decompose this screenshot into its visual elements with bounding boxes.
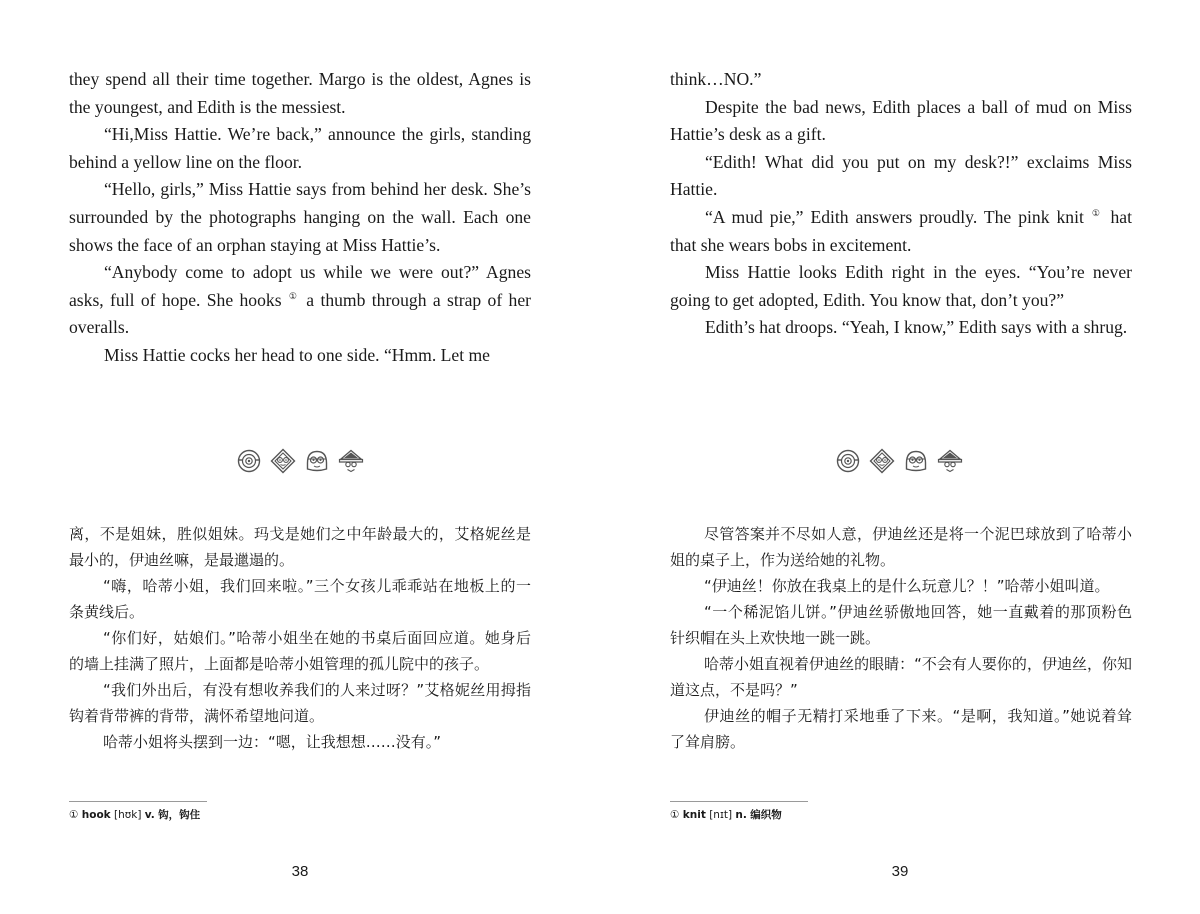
footnote-divider — [69, 801, 207, 802]
paragraph: “嗨，哈蒂小姐，我们回来啦。”三个女孩儿乖乖站在地板上的一条黄线后。 — [69, 577, 531, 621]
right-page — [600, 0, 1200, 914]
paragraph: “我们外出后，有没有想收养我们的人来过呀？”艾格妮丝用拇指钩着背带裤的背带，满怀希望地问道。 — [69, 681, 531, 725]
paragraph: 哈蒂小姐直视着伊迪丝的眼睛：“不会有人要你的，伊迪丝，你知道这点，不是吗？” — [670, 655, 1132, 699]
footnote-marker[interactable]: ① — [288, 290, 299, 301]
paragraph: 尽管答案并不尽如人意，伊迪丝还是将一个泥巴球放到了哈蒂小姐的桌子上，作为送给她的礼物。 — [670, 525, 1132, 569]
paragraph: Miss Hattie looks Edith right in the eyes. “You’re never going to get adopted, Edith. You know that, don’t you?” — [670, 262, 1132, 310]
footnote-marker[interactable]: ① — [1091, 207, 1103, 218]
paragraph — [69, 259, 531, 342]
paragraph: 哈蒂小姐将头摆到一边：“嗯，让我想想……没有。” — [103, 733, 442, 751]
minion-two-eyes-icon — [904, 449, 928, 473]
chinese-text-block — [670, 521, 1132, 755]
footnote-marker: ① — [670, 809, 680, 821]
minion-goggles-diamond-icon — [270, 448, 296, 474]
minion-one-eye-icon — [237, 449, 261, 473]
minion-hat-icon — [338, 449, 364, 473]
paragraph: “Hello, girls,” Miss Hattie says from behind her desk. She’s surrounded by the photographs hanging on the wall. Each one shows the face of an orphan staying at Miss Hattie’s. — [69, 179, 531, 255]
paragraph-text: “A mud pie,” Edith answers proudly. The pink knit — [705, 206, 1084, 227]
paragraph-text: hat that she wears bobs in excitement. — [670, 206, 1132, 255]
paragraph: Miss Hattie cocks her head to one side. “Hmm. Let me — [104, 344, 490, 365]
footnote — [670, 808, 782, 822]
page-number: 38 — [291, 863, 309, 880]
paragraph: 离，不是姐妹，胜似姐妹。玛戈是她们之中年龄最大的，艾格妮丝是最小的，伊迪丝嘛，是最邋遢的。 — [69, 525, 531, 569]
paragraph-text: “Anybody come to adopt us while we were out?” Agnes asks, full of hope. She hooks — [69, 262, 531, 310]
footnote-phonetic: [hʊk] — [114, 809, 142, 821]
english-text-block — [69, 66, 531, 370]
footnote-definition: 编织物 — [750, 809, 782, 821]
page-number: 39 — [891, 863, 909, 880]
footnote-definition: 钩，钩住 — [158, 809, 201, 821]
paragraph: Edith’s hat droops. “Yeah, I know,” Edith says with a shrug. — [705, 317, 1128, 338]
minion-divider — [836, 448, 963, 474]
minion-one-eye-icon — [836, 449, 860, 473]
footnote-word: hook — [81, 809, 111, 821]
minion-hat-icon — [937, 449, 963, 473]
footnote — [69, 808, 200, 822]
english-text-block — [670, 66, 1132, 342]
paragraph: “Hi,Miss Hattie. We’re back,” announce the girls, standing behind a yellow line on the floor. — [69, 124, 531, 172]
paragraph: think…NO.” — [670, 69, 762, 89]
paragraph: “你们好，姑娘们。”哈蒂小姐坐在她的书桌后面回应道。她身后的墙上挂满了照片，上面都是哈蒂小姐管理的孤儿院中的孩子。 — [69, 629, 531, 673]
paragraph: “一个稀泥馅儿饼。”伊迪丝骄傲地回答，她一直戴着的那顶粉色针织帽在头上欢快地一跳一跳。 — [670, 603, 1132, 647]
footnote-part-of-speech: n. — [735, 809, 747, 821]
paragraph — [670, 204, 1132, 259]
footnote-divider — [670, 801, 808, 802]
paragraph: “伊迪丝！你放在我桌上的是什么玩意儿？！”哈蒂小姐叫道。 — [704, 577, 1110, 595]
paragraph: 伊迪丝的帽子无精打采地垂了下来。“是啊，我知道。”她说着耸了耸肩膀。 — [670, 707, 1132, 751]
minion-divider — [237, 448, 364, 474]
chinese-text-block — [69, 521, 531, 755]
footnote-marker: ① — [69, 809, 79, 821]
paragraph: “Edith! What did you put on my desk?!” exclaims Miss Hattie. — [670, 151, 1132, 200]
footnote-part-of-speech: v. — [144, 809, 155, 821]
footnote-phonetic: [nɪt] — [709, 809, 733, 821]
minion-goggles-diamond-icon — [869, 448, 895, 474]
minion-two-eyes-icon — [305, 449, 329, 473]
paragraph-text: a thumb through a strap of her overalls. — [69, 289, 532, 338]
footnote-word: knit — [682, 809, 706, 821]
paragraph: Despite the bad news, Edith places a ball of mud on Miss Hattie’s desk as a gift. — [670, 96, 1132, 145]
paragraph: they spend all their time together. Margo is the oldest, Agnes is the youngest, and Edith is the messiest. — [69, 69, 531, 117]
